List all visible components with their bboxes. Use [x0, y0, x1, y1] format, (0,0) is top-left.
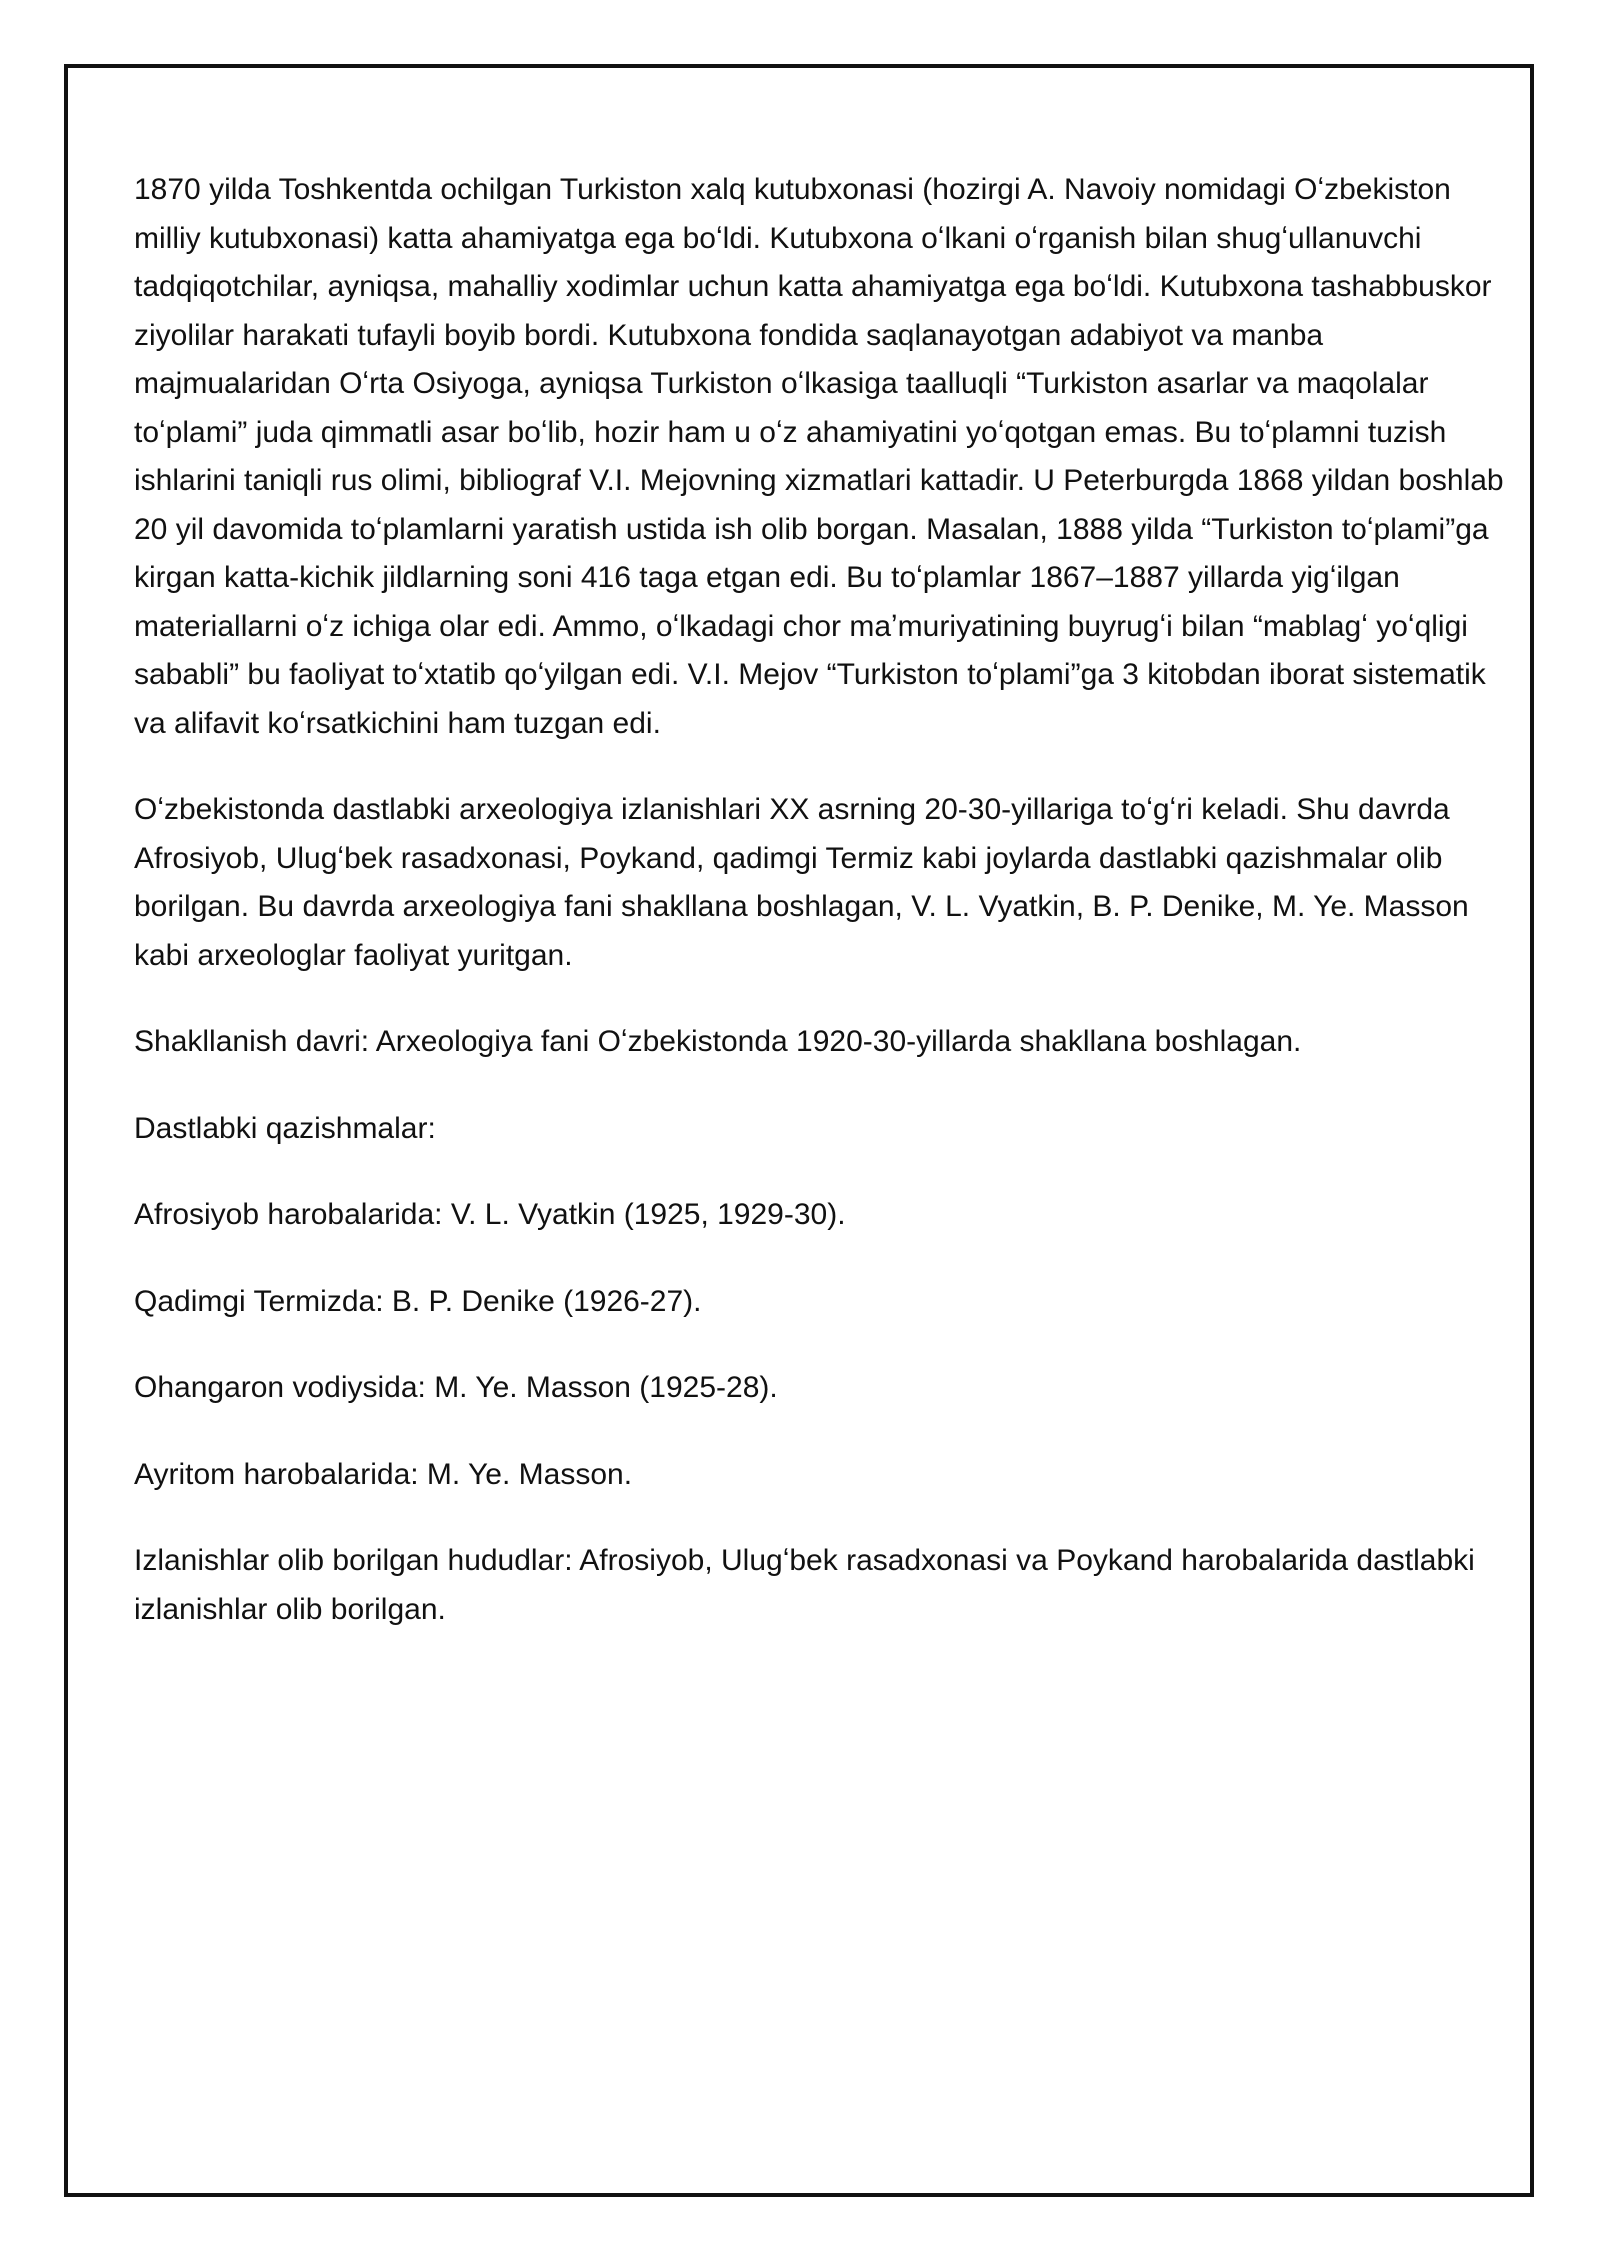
page-frame: [64, 64, 1534, 2197]
document-body: [134, 166, 1509, 1672]
paragraph-formation-period: Shakllanish davri: Arxeologiya fani Oʻzbekistonda 1920-30-yillarda shakllana boshlagan.: [134, 1025, 1302, 1058]
paragraph-afrosiyob: Afrosiyob harobalarida: V. L. Vyatkin (1925, 1929-30).: [134, 1198, 846, 1231]
paragraph-first-excavations-heading: Dastlabki qazishmalar:: [134, 1111, 436, 1145]
paragraph-ayritom: Ayritom harobalarida: M. Ye. Masson.: [134, 1457, 633, 1491]
paragraph-termiz: Qadimgi Termizda: B. P. Denike (1926-27).: [134, 1284, 702, 1318]
paragraph-ohangaron: Ohangaron vodiysida: M. Ye. Masson (1925-28).: [134, 1371, 778, 1404]
paragraph-archaeology-intro: Oʻzbekistonda dastlabki arxeologiya izlanishlari XX asrning 20-30-yillariga toʻgʻri keladi. Shu davrda Afrosiyob, Ulugʻbek rasadxonasi, Poykand, qadimgi Termiz kabi joylarda dastlabki qazishmalar olib borilgan. Bu davrda arxeologiya fani shakllana boshlagan, V. L. Vyatkin, B. P. Denike, M. Ye. Masson kabi arxeologlar faoliyat yuritgan.: [134, 793, 1469, 972]
paragraph-research-areas: Izlanishlar olib borilgan hududlar: Afrosiyob, Ulugʻbek rasadxonasi va Poykand harobalarida dastlabki izlanishlar olib borilgan.: [134, 1544, 1475, 1626]
paragraph-library-history: 1870 yilda Toshkentda ochilgan Turkiston xalq kutubxonasi (hozirgi A. Navoiy nomidagi Oʻzbekiston milliy kutubxonasi) katta ahamiyatga ega boʻldi. Kutubxona oʻlkani oʻrganish bilan shugʻullanuvchi tadqiqotchilar, ayniqsa, mahalliy xodimlar uchun katta ahamiyatga ega boʻldi. Kutubxona tashabbuskor ziyolilar harakati tufayli boyib bordi. Kutubxona fondida saqlanayotgan adabiyot va manba majmualaridan Oʻrta Osiyoga, ayniqsa Turkiston oʻlkasiga taalluqli “Turkiston asarlar va maqolalar toʻplami” juda qimmatli asar boʻlib, hozir ham u oʻz ahamiyatini yoʻqotgan emas. Bu toʻplamni tuzish ishlarini taniqli rus olimi, bibliograf V.I. Mejovning xizmatlari kattadir. U Peterburgda 1868 yildan boshlab 20 yil davomida toʻplamlarni yaratish ustida ish olib borgan. Masalan, 1888 yilda “Turkiston toʻplami”ga kirgan katta-kichik jildlarning soni 416 taga etgan edi. Bu toʻplamlar 1867–1887 yillarda yigʻilgan materiallarni oʻz ichiga olar edi. Ammo, oʻlkadagi chor maʼmuriyatining buyrugʻi bilan “mablagʻ yoʻqligi sababli” bu faoliyat toʻxtatib qoʻyilgan edi. V.I. Mejov “Turkiston toʻplami”ga 3 kitobdan iborat sistematik va alifavit koʻrsatkichini ham tuzgan edi.: [134, 173, 1504, 740]
